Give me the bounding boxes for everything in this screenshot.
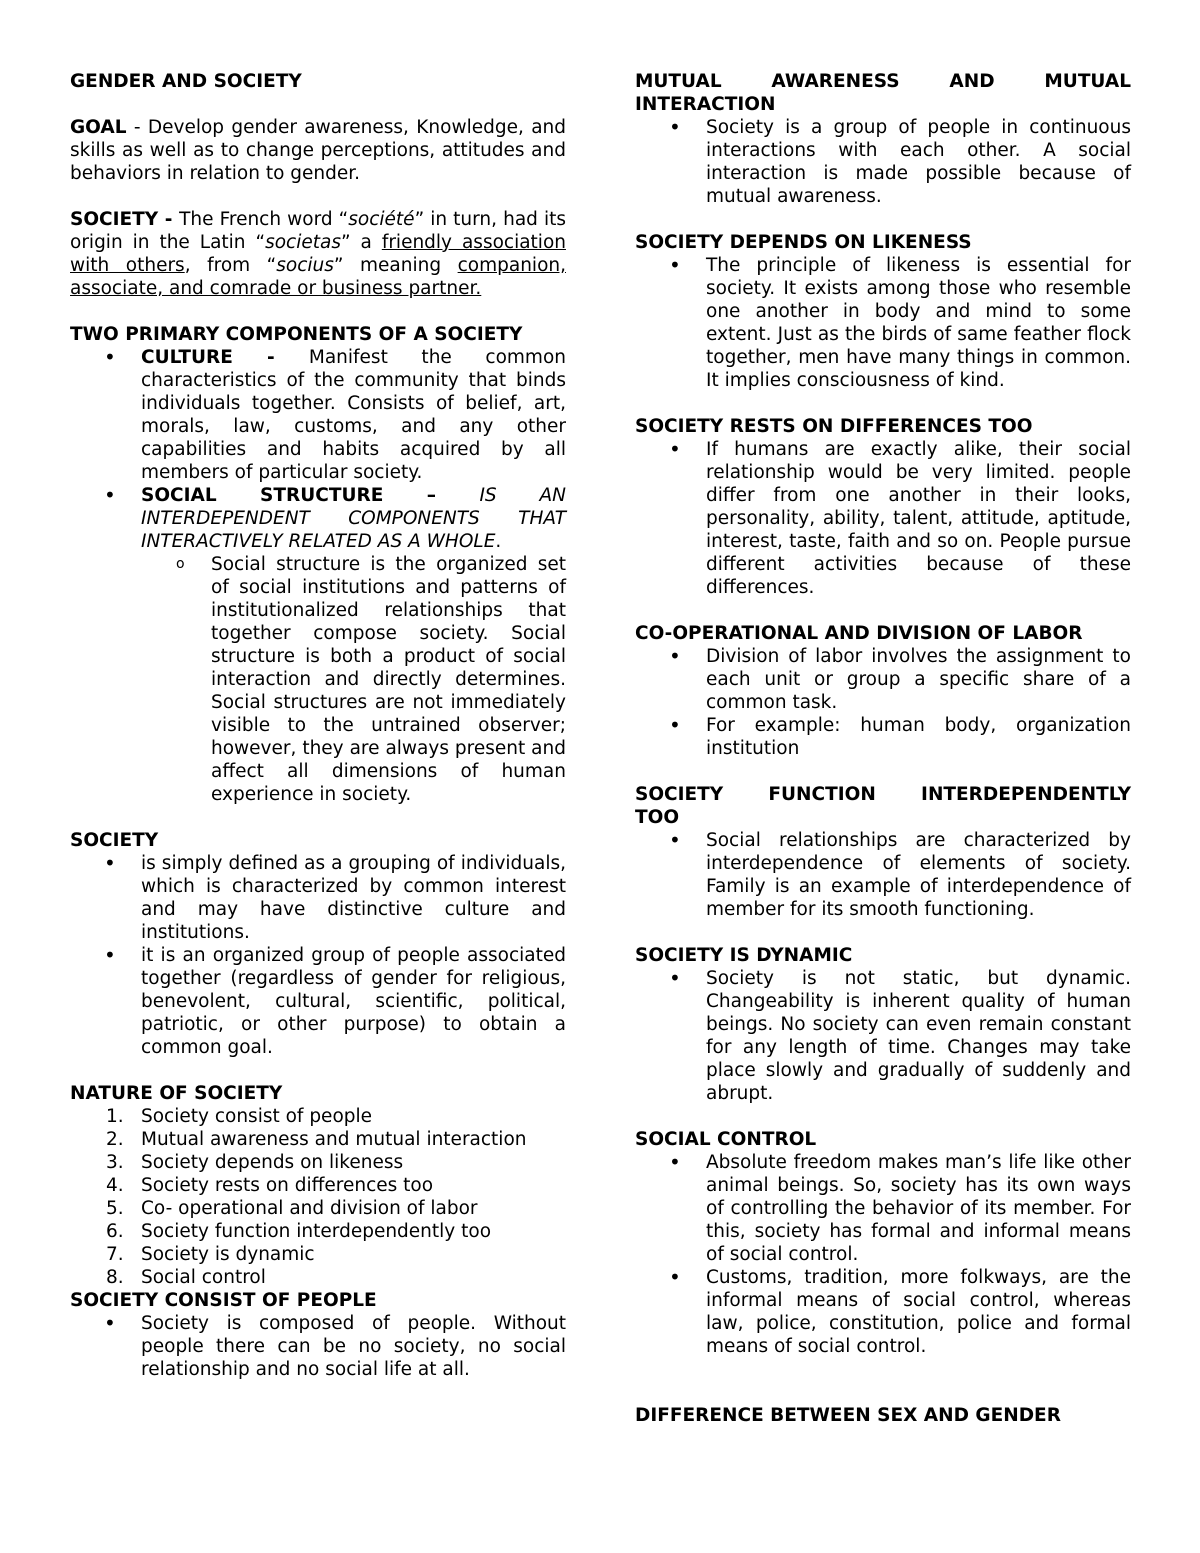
control-list — [635, 1151, 1131, 1358]
item-number: 4. — [106, 1175, 124, 1196]
list-item — [70, 1220, 566, 1243]
structure-label: SOCIAL STRUCTURE – — [141, 485, 480, 506]
list-item: • Society is not static, but dynamic. Changeability is inherent quality of human beings. No society can even remain constant for any length of time. Changes may take place slowly and gradually of suddenly and abrupt. — [635, 967, 1131, 1105]
interdependent-list — [635, 829, 1131, 921]
underlined-phrase: companion, associate, and comrade or business partner. — [70, 255, 566, 299]
item-text: Society consist of people — [141, 1106, 373, 1127]
mutual-list — [635, 116, 1131, 208]
item-number: 6. — [106, 1221, 124, 1242]
structure-text: IS AN INTERDEPENDENT COMPONENTS THAT INTERACTIVELY RELATED AS A WHOLE — [141, 485, 566, 552]
list-item: • Absolute freedom makes man’s life like other animal beings. So, society has its own ways of controlling the behavior of its member. For this, society has formal and informal means of social control. — [635, 1151, 1131, 1266]
mutual-heading-line2: INTERACTION — [635, 94, 776, 115]
mutual-heading-line1: MUTUAL AWARENESS AND MUTUAL — [635, 71, 1131, 92]
list-item: • If humans are exactly alike, their social relationship would be very limited. people differ from one another in their looks, personality, ability, talent, attitude, aptitude, interest, taste, faith and so on. People pursue different activities because of these differences. — [635, 438, 1131, 599]
goal-label: GOAL — [70, 117, 127, 138]
text-span: The French word “ — [179, 209, 349, 230]
society-list — [70, 852, 566, 1059]
list-item: • Customs, tradition, more folkways, are the informal means of social control, whereas law, police, constitution, police and formal means of social control. — [635, 1266, 1131, 1358]
list-item: • Division of labor involves the assignment to each unit or group a specific share of a common task. — [635, 645, 1131, 714]
item-number: 7. — [106, 1244, 124, 1265]
underlined-phrase: friendly association with others — [70, 232, 566, 276]
dynamic-heading: SOCIETY IS DYNAMIC — [635, 945, 853, 966]
item-text: Mutual awareness and mutual interaction — [141, 1129, 527, 1150]
list-item: • Society is composed of people. Without people there can be no society, no social relationship and no social life at all. — [70, 1312, 566, 1381]
cooperation-heading: CO-OPERATIONAL AND DIVISION OF LABOR — [635, 623, 1083, 644]
list-item — [70, 1174, 566, 1197]
list-item — [70, 1105, 566, 1128]
goal-text: - Develop gender awareness, Knowledge, and skills as well as to change perceptions, attitudes and behaviors in relation to gender. — [70, 117, 566, 184]
society-label: SOCIETY - — [70, 209, 180, 230]
consist-list — [70, 1312, 566, 1381]
term-socius: socius — [276, 255, 334, 276]
text-span: , from “ — [184, 255, 277, 276]
components-heading: TWO PRIMARY COMPONENTS OF A SOCIETY — [70, 324, 523, 345]
consist-heading: SOCIETY CONSIST OF PEOPLE — [70, 1290, 377, 1311]
society-definition — [70, 208, 566, 300]
list-item — [70, 1266, 566, 1289]
interdependent-heading-line1: SOCIETY FUNCTION INTERDEPENDENTLY — [635, 784, 1131, 805]
nature-list — [70, 1105, 566, 1289]
item-text: Co- operational and division of labor — [141, 1198, 478, 1219]
cooperation-list — [635, 645, 1131, 760]
components-list — [70, 346, 566, 806]
list-item: • Social relationships are characterized by interdependence of elements of society. Family is an example of interdependence of member for its smooth functioning. — [635, 829, 1131, 921]
item-number: 1. — [106, 1106, 124, 1127]
list-item — [70, 484, 566, 553]
document-title: GENDER AND SOCIETY — [70, 71, 302, 92]
culture-label: CULTURE - — [141, 347, 309, 368]
item-text: Social control — [141, 1267, 266, 1288]
list-item: • For example: human body, organization institution — [635, 714, 1131, 760]
list-item: • it is an organized group of people associated together (regardless of gender for religious, benevolent, cultural, scientific, political, patriotic, or other purpose) to obtain a common goal. — [70, 944, 566, 1059]
list-item — [70, 1243, 566, 1266]
list-item — [70, 1128, 566, 1151]
nature-heading: NATURE OF SOCIETY — [70, 1083, 283, 1104]
term-societas: societas — [265, 232, 341, 253]
item-text: Society function interdependently too — [141, 1221, 492, 1242]
interdependent-heading-line2: TOO — [635, 807, 680, 828]
item-number: 3. — [106, 1152, 124, 1173]
item-number: 5. — [106, 1198, 124, 1219]
likeness-list — [635, 254, 1131, 392]
right-column — [635, 70, 1131, 1427]
list-item — [70, 346, 566, 484]
likeness-heading: SOCIETY DEPENDS ON LIKENESS — [635, 232, 972, 253]
term-societe: société — [348, 209, 415, 230]
control-heading: SOCIAL CONTROL — [635, 1129, 817, 1150]
item-text: Society depends on likeness — [141, 1152, 404, 1173]
item-number: 2. — [106, 1129, 124, 1150]
list-item: • Society is a group of people in continuous interactions with each other. A social interaction is made possible because of mutual awareness. — [635, 116, 1131, 208]
text-span: . — [495, 531, 502, 552]
dynamic-list — [635, 967, 1131, 1105]
left-column — [70, 70, 566, 1381]
sub-list-item: o Social structure is the organized set of social institutions and patterns of institutionalized relationships that together compose society. Social structure is both a product of social interaction and directly determines. Social structures are not immediately visible to the untrained observer; however, they are always present and affect all dimensions of human experience in society. — [70, 553, 566, 806]
differences-list — [635, 438, 1131, 599]
list-item — [70, 1197, 566, 1220]
item-text: Society is dynamic — [141, 1244, 315, 1265]
item-text: Society rests on differences too — [141, 1175, 434, 1196]
society-heading: SOCIETY — [70, 830, 159, 851]
text-span: ” meaning — [333, 255, 458, 276]
list-item: • is simply defined as a grouping of individuals, which is characterized by common interest and may have distinctive culture and institutions. — [70, 852, 566, 944]
goal-paragraph — [70, 116, 566, 185]
sex-gender-heading: DIFFERENCE BETWEEN SEX AND GENDER — [635, 1405, 1061, 1426]
list-item — [70, 1151, 566, 1174]
item-number: 8. — [106, 1267, 124, 1288]
text-span: ” in turn, had its origin in the Latin “ — [70, 209, 566, 253]
differences-heading: SOCIETY RESTS ON DIFFERENCES TOO — [635, 416, 1033, 437]
list-item: • The principle of likeness is essential for society. It exists among those who resemble one another in body and mind to some extent. Just as the birds of same feather flock together, men have many things in common. It implies consciousness of kind. — [635, 254, 1131, 392]
culture-text: Manifest the common characteristics of the community that binds individuals together. Consists of belief, art, morals, law, customs, and any other capabilities and habits acquired by all members of particular society. — [141, 347, 566, 483]
text-span: ” a — [340, 232, 382, 253]
